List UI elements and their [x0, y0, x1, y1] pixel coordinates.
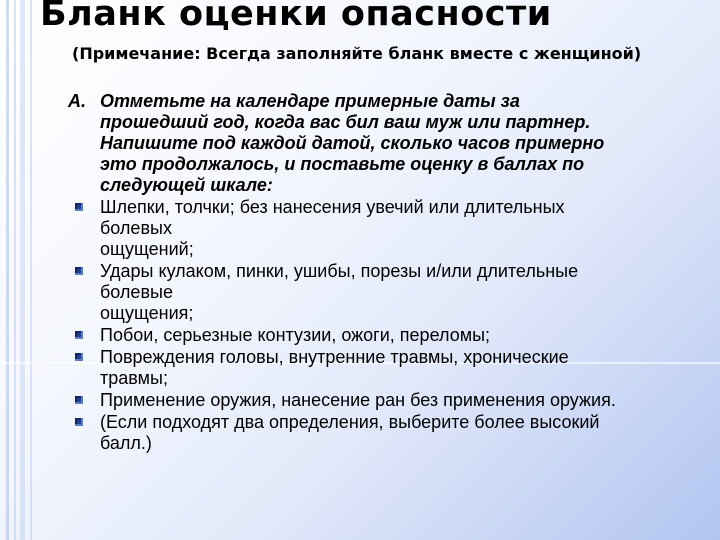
list-item-line: Повреждения головы, внутренние травмы, хронические [100, 347, 569, 367]
section-instruction [100, 91, 630, 196]
list-item-line: балл.) [100, 433, 152, 453]
square-bullet-icon [68, 325, 100, 346]
list-item-line: Применение оружия, нанесение ран без применения оружия. [100, 390, 616, 410]
decorative-stripe [14, 0, 16, 540]
section-line: это продолжалось, и поставьте оценку в баллах по [100, 154, 585, 174]
section-marker: A. [68, 91, 86, 111]
square-bullet-icon [68, 261, 100, 282]
list-item-line: (Если подходят два определения, выберите более высокий [100, 412, 600, 432]
square-bullet-icon [68, 197, 100, 218]
list-item-line: Побои, серьезные контузии, ожоги, переломы; [100, 325, 491, 345]
list-item-line: болевые [100, 282, 173, 302]
list-item-line: травмы; [100, 368, 168, 388]
list-item-text [100, 390, 688, 411]
list-item [68, 412, 688, 454]
list-item [68, 325, 688, 346]
section-line: прошедший год, когда вас бил ваш муж или партнер. [100, 112, 591, 132]
list-item-text [100, 412, 688, 454]
slide-note: (Примечание: Всегда заполняйте бланк вместе с женщиной) [72, 44, 642, 63]
list-item [68, 390, 688, 411]
list-item-line: ощущений; [100, 239, 194, 259]
section-line: Отметьте на календаре примерные даты за [100, 91, 520, 111]
list-item-text [100, 197, 688, 260]
section-line: Напишите под каждой датой, сколько часов примерно [100, 133, 605, 153]
list-item-line: Шлепки, толчки; без нанесения увечий или длительных [100, 197, 565, 217]
square-bullet-icon [68, 412, 100, 433]
decorative-stripe [20, 0, 25, 540]
square-bullet-icon [68, 347, 100, 368]
list-item [68, 347, 688, 389]
section-line: следующей шкале: [100, 175, 273, 195]
section-a [68, 91, 688, 196]
list-item [68, 197, 688, 260]
slide-title: Бланк оценки опасности [40, 0, 552, 34]
square-bullet-icon [68, 390, 100, 411]
list-item-text [100, 261, 688, 324]
list-item-line: болевых [100, 218, 172, 238]
list-item-line: Удары кулаком, пинки, ушибы, порезы и/или длительные [100, 261, 579, 281]
list-item [68, 261, 688, 324]
decorative-stripe [30, 0, 32, 540]
slide-content [68, 91, 688, 454]
list-item-text [100, 325, 688, 346]
decorative-stripe [6, 0, 9, 540]
list-item-line: ощущения; [100, 303, 194, 323]
list-item-text [100, 347, 688, 389]
